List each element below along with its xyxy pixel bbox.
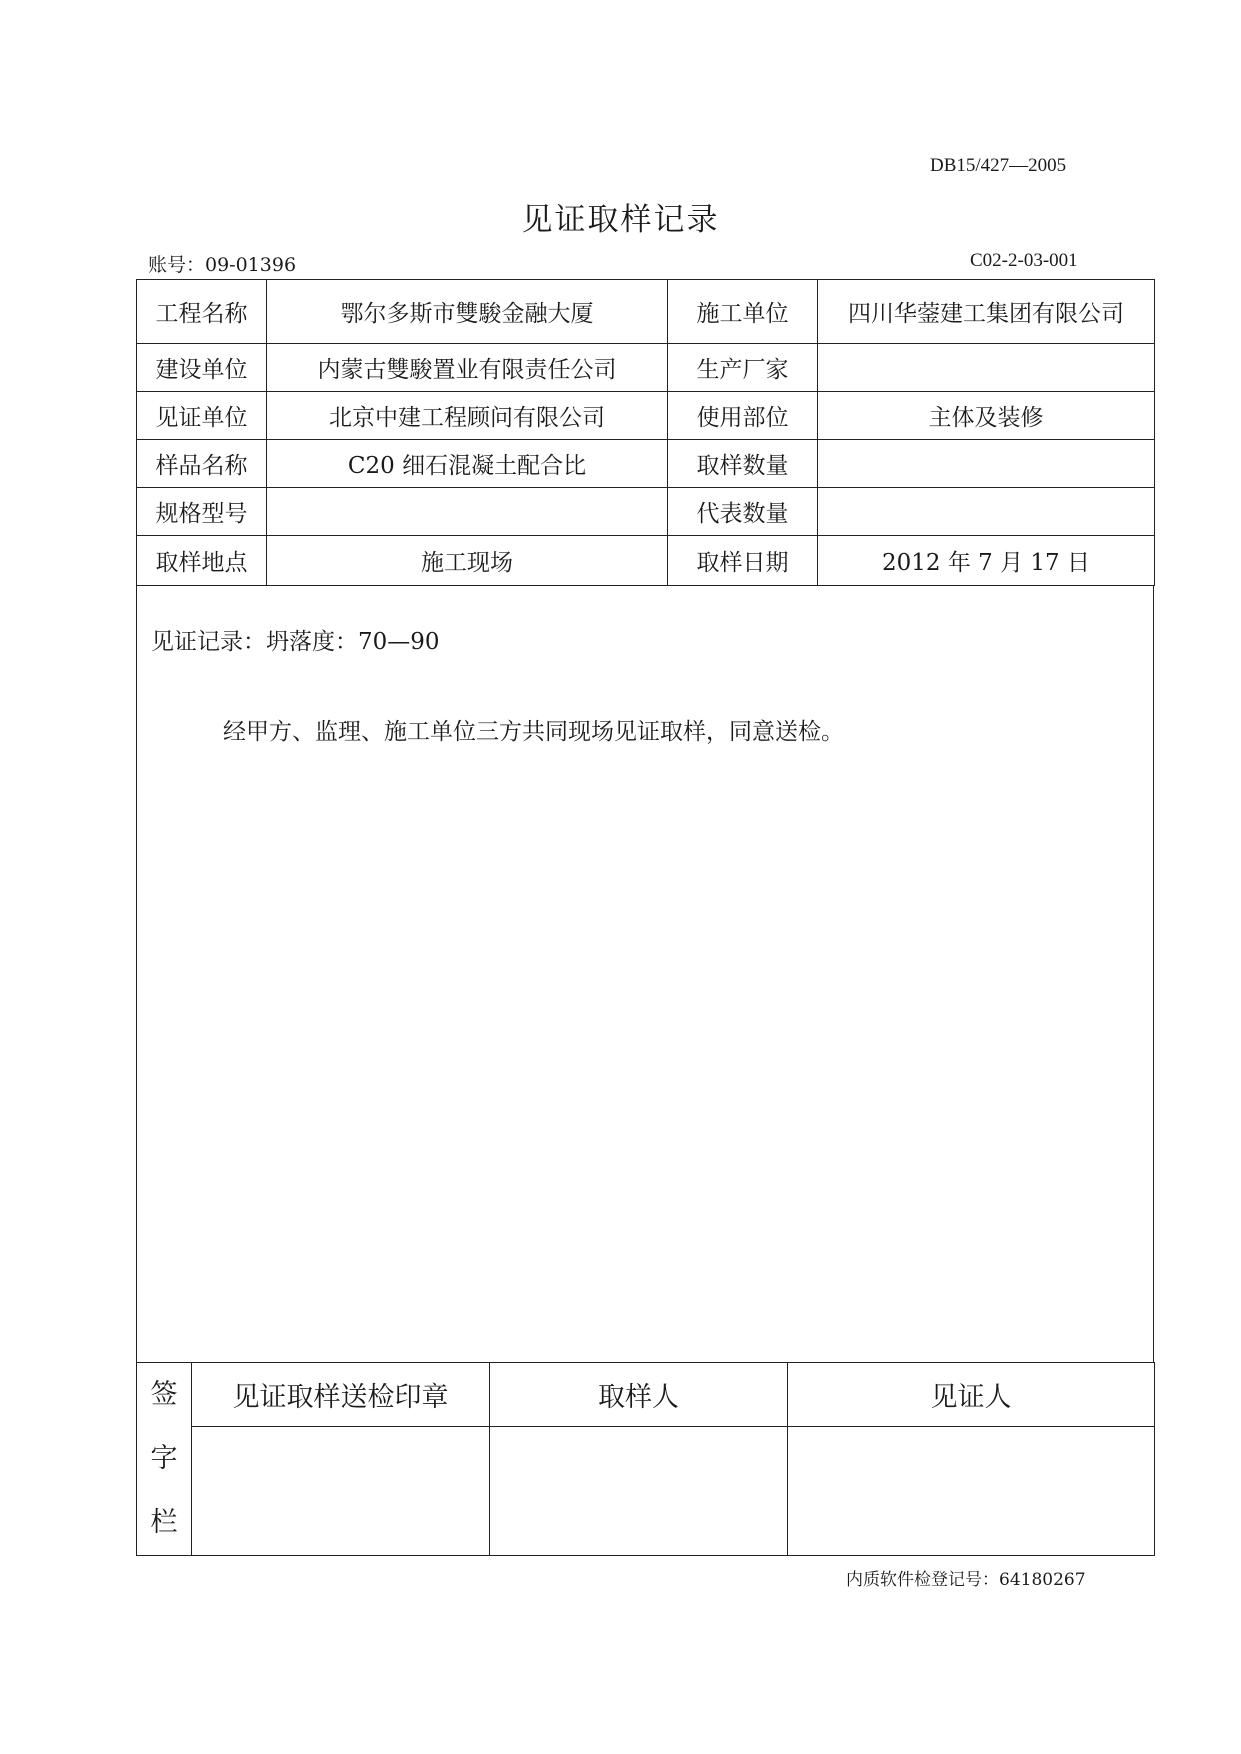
witness-record-line: 见证记录：坍落度：70—90 [151,629,440,655]
sign-char-3: 栏 [150,1507,178,1538]
contractor-value: 四川华蓥建工集团有限公司 [818,280,1155,344]
table-row [137,344,1155,392]
sign-char-2: 字 [150,1443,178,1474]
sign-char-1: 签 [150,1379,178,1410]
spec-model-label: 规格型号 [137,488,267,536]
represented-quantity-value [818,488,1155,536]
seal-signature-cell [192,1427,490,1556]
signature-table [136,1362,1155,1556]
represented-quantity-label: 代表数量 [668,488,818,536]
account-number: 账号：09-01396 [148,254,297,276]
owner-label: 建设单位 [137,344,267,392]
sampler-signature-cell [490,1427,788,1556]
usage-location-value: 主体及装修 [818,392,1155,440]
sampling-site-label: 取样地点 [137,536,267,586]
sampler-header: 取样人 [490,1363,788,1427]
table-row [137,1363,1155,1427]
sample-name-value: C20 细石混凝土配合比 [267,440,668,488]
standard-code: DB15/427—2005 [930,155,1067,176]
witness-unit-label: 见证单位 [137,392,267,440]
table-row [137,1427,1155,1556]
signature-column-label [137,1363,192,1556]
manufacturer-label: 生产厂家 [668,344,818,392]
witness-conclusion: 经甲方、监理、施工单位三方共同现场见证取样，同意送检。 [223,719,844,745]
witness-signature-cell [788,1427,1155,1556]
sampling-date-label: 取样日期 [668,536,818,586]
manufacturer-value [818,344,1155,392]
usage-location-label: 使用部位 [668,392,818,440]
sampling-site-value: 施工现场 [267,536,668,586]
info-table [136,279,1155,586]
owner-value: 内蒙古雙駿置业有限责任公司 [267,344,668,392]
registration-number: 内质软件检登记号：64180267 [846,1570,1086,1590]
seal-header: 见证取样送检印章 [192,1363,490,1427]
sampling-date-value: 2012 年 7 月 17 日 [818,536,1155,586]
table-row [137,488,1155,536]
table-row [137,280,1155,344]
spec-model-value [267,488,668,536]
sample-quantity-label: 取样数量 [668,440,818,488]
contractor-label: 施工单位 [668,280,818,344]
page-title: 见证取样记录 [521,202,720,238]
sample-name-label: 样品名称 [137,440,267,488]
project-name-value: 鄂尔多斯市雙駿金融大厦 [267,280,668,344]
table-row [137,392,1155,440]
sample-quantity-value [818,440,1155,488]
project-name-label: 工程名称 [137,280,267,344]
table-row [137,440,1155,488]
witness-unit-value: 北京中建工程顾问有限公司 [267,392,668,440]
witness-record-area [136,585,1154,1362]
table-row [137,536,1155,586]
form-code: C02-2-03-001 [970,250,1078,271]
witness-header: 见证人 [788,1363,1155,1427]
